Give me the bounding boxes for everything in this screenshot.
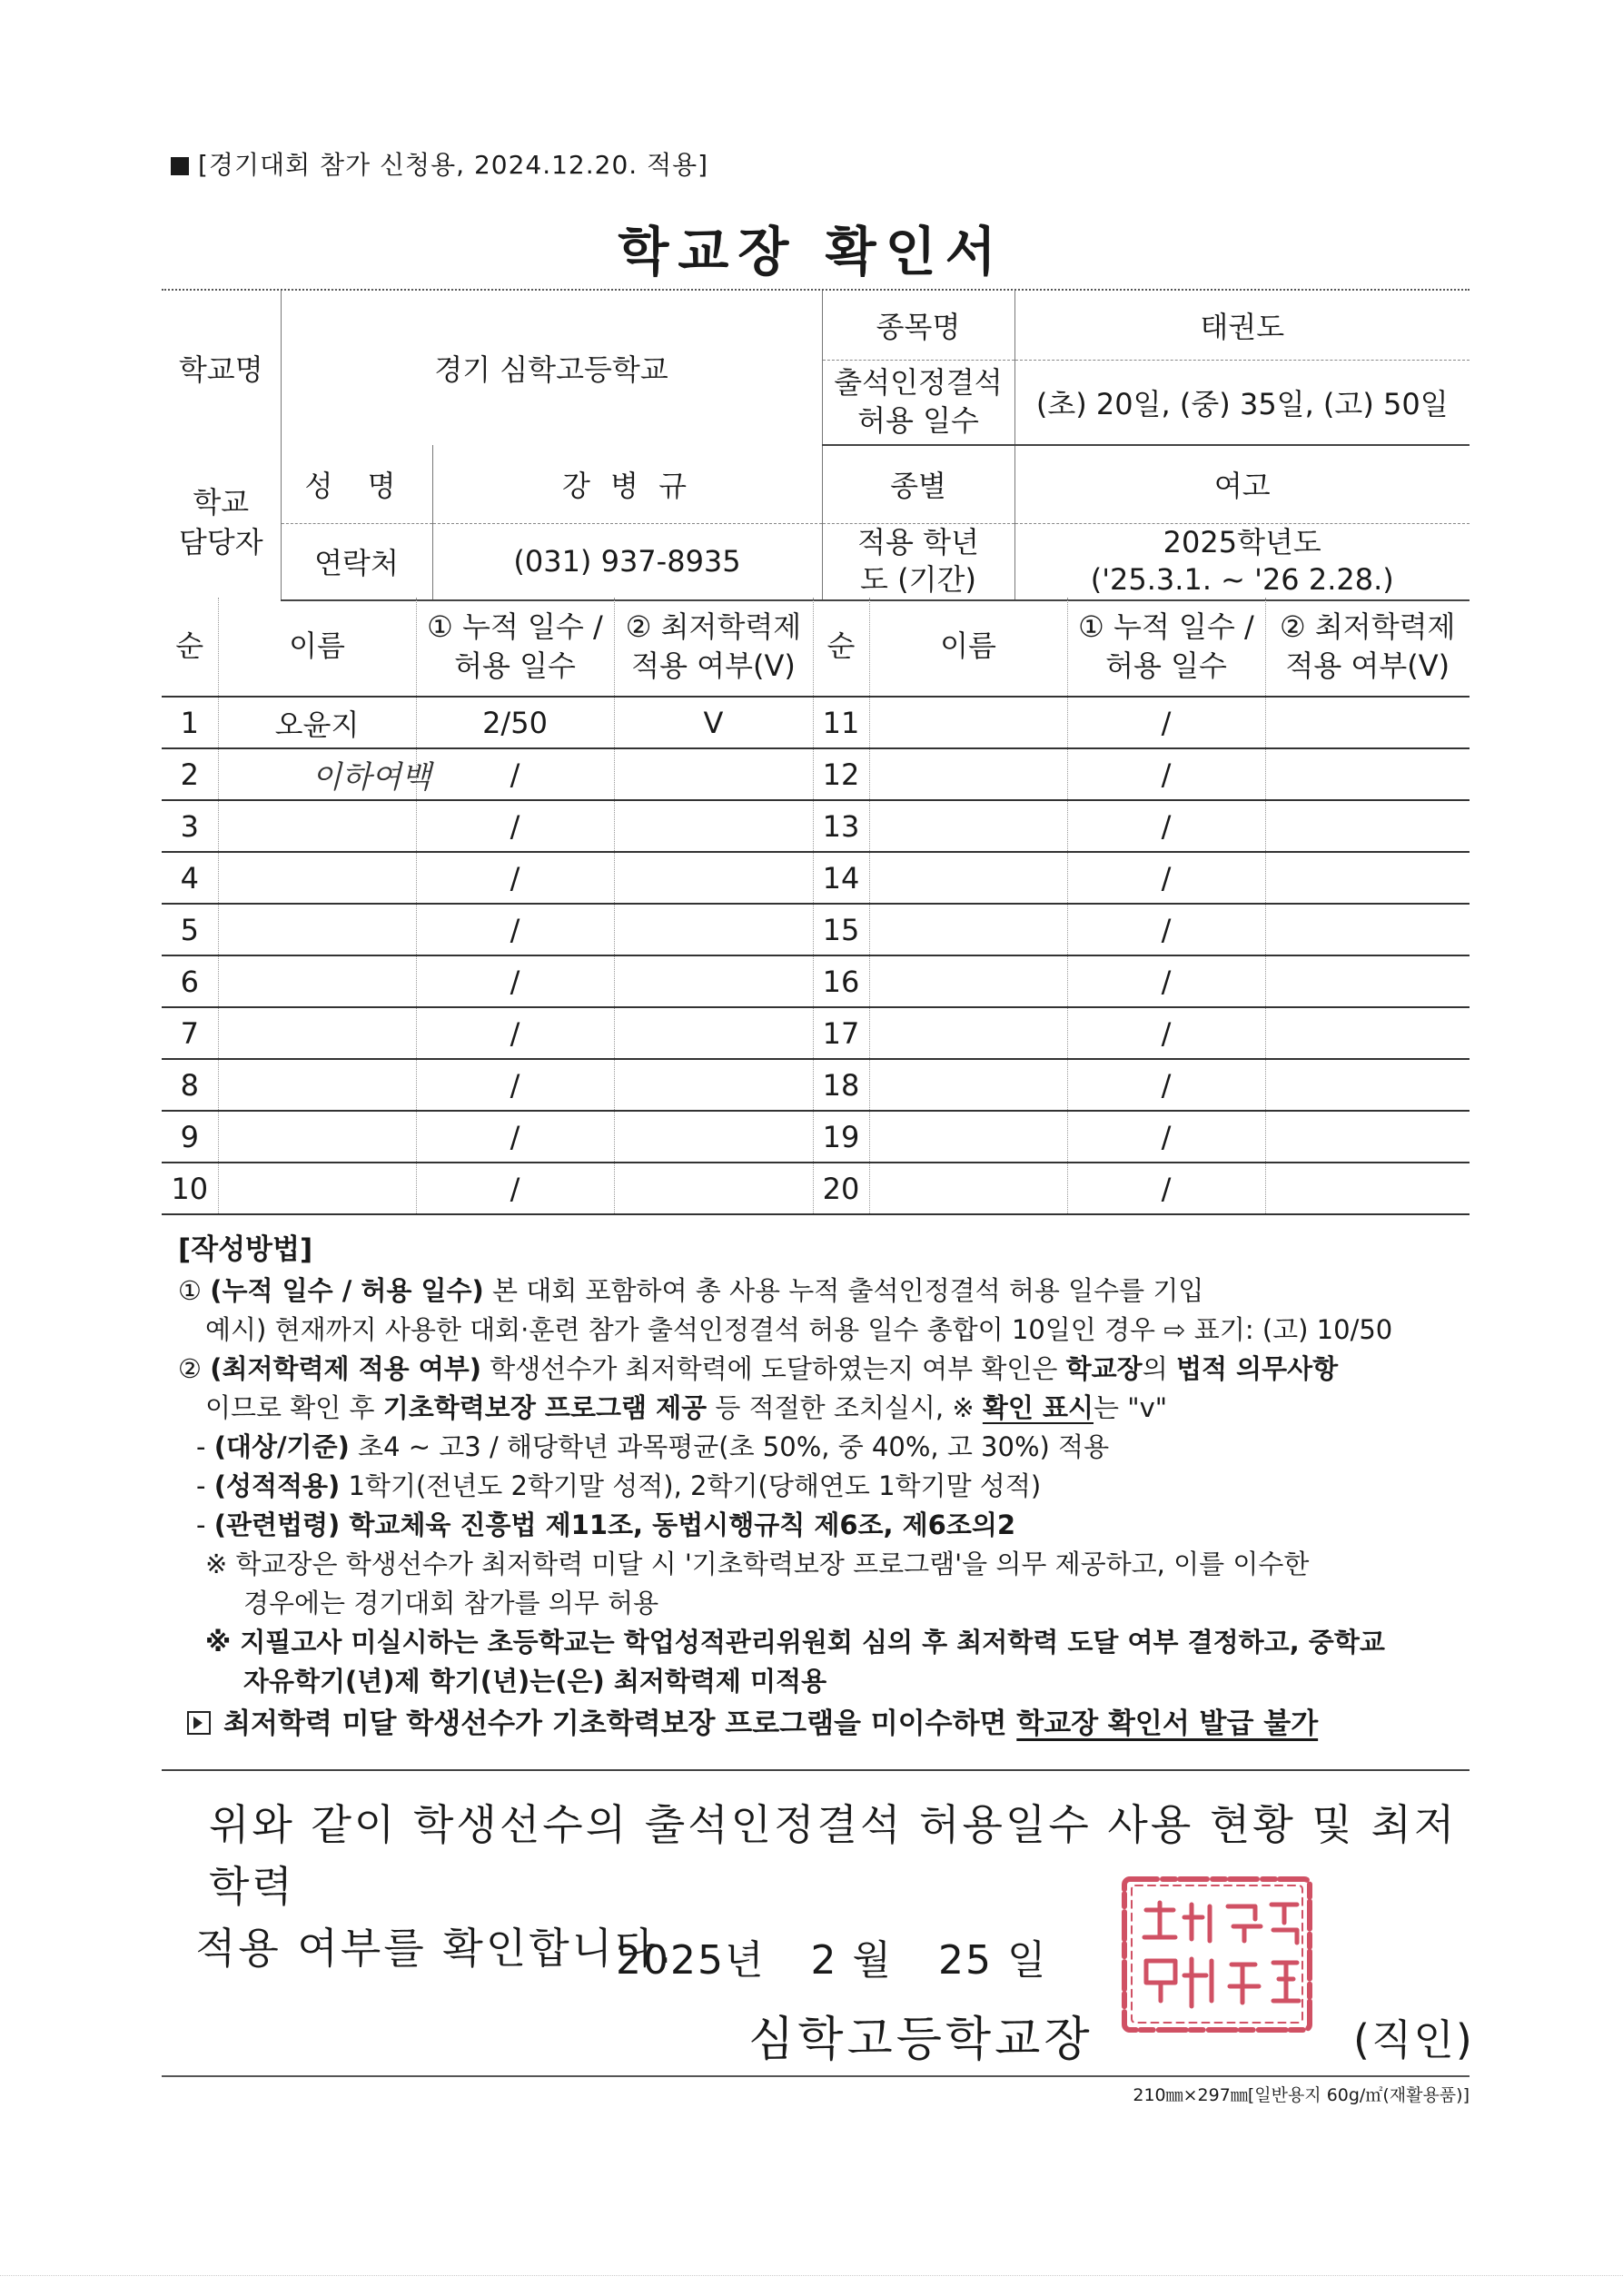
row-days-right: / — [1067, 1111, 1265, 1163]
row-days-left: / — [416, 1007, 614, 1059]
item2-line2-c: 는 "v" — [1094, 1392, 1168, 1423]
row-days-right: / — [1067, 748, 1265, 800]
row-name-right — [869, 904, 1067, 955]
col-days-right: ① 누적 일수 / 허용 일수 — [1067, 598, 1265, 697]
col-min-left: ② 최저학력제 적용 여부(V) — [614, 598, 813, 697]
col-no-left: 순 — [162, 598, 218, 697]
row-days-left: / — [416, 904, 614, 955]
type-label: 종별 — [822, 445, 1014, 523]
row-name-right — [869, 1059, 1067, 1111]
row-name-left: 오윤지 — [218, 697, 416, 748]
row-min-left — [614, 800, 813, 852]
row-no-left: 3 — [162, 800, 218, 852]
table-header — [162, 598, 1470, 697]
sub2-bold: (성적적용) — [213, 1470, 341, 1501]
table-row — [162, 748, 1470, 800]
middle-divider — [162, 1769, 1470, 1771]
row-min-right — [1265, 1163, 1470, 1214]
confirm-line-1: 위와 같이 학생선수의 출석인정결석 허용일수 사용 현황 및 최저학력 — [209, 1800, 1458, 1911]
row-name-right — [869, 800, 1067, 852]
row-no-right: 14 — [813, 852, 869, 904]
instruction-2-line2 — [178, 1389, 1477, 1428]
item2-line2-a: 이므로 확인 후 — [205, 1392, 383, 1423]
student-table — [162, 598, 1470, 1215]
row-name-right — [869, 852, 1067, 904]
event-value: 태권도 — [1014, 291, 1470, 360]
conclusion-text: 최저학력 미달 학생선수가 기초학력보장 프로그램을 미이수하면 — [223, 1707, 1017, 1740]
row-name-right — [869, 1163, 1067, 1214]
col-days-left: ① 누적 일수 / 허용 일수 — [416, 598, 614, 697]
row-no-right: 19 — [813, 1111, 869, 1163]
square-bullet-icon — [171, 157, 189, 175]
header-note — [171, 145, 708, 182]
confirm-line-2: 적용 여부를 확인합니다. — [195, 1924, 675, 1973]
row-name-left — [218, 1163, 416, 1214]
row-min-right — [1265, 955, 1470, 1007]
row-min-left — [614, 1111, 813, 1163]
row-min-left — [614, 1007, 813, 1059]
date-day: 25 일 — [937, 1937, 1048, 1984]
row-days-right: / — [1067, 904, 1265, 955]
row-days-right: / — [1067, 1059, 1265, 1111]
sub3-text: 학교체육 진흥법 제11조, 동법시행규칙 제6조, 제6조의2 — [340, 1509, 1016, 1540]
date-month: 2 월 — [810, 1937, 893, 1984]
row-name-left — [218, 1007, 416, 1059]
year-value: 2025학년도 — [1163, 524, 1321, 559]
row-min-left — [614, 1059, 813, 1111]
row-days-left: 2/50 — [416, 697, 614, 748]
col-name-right: 이름 — [869, 598, 1067, 697]
bottom-divider — [162, 2075, 1470, 2077]
row-min-right — [1265, 697, 1470, 748]
row-name-left — [218, 748, 431, 800]
scan-edge — [0, 2275, 1623, 2276]
contact-label: 연락처 — [281, 523, 432, 600]
row-no-left: 10 — [162, 1163, 218, 1214]
row-min-left — [614, 748, 813, 800]
absence-value: (초) 20일, (중) 35일, (고) 50일 — [1014, 360, 1470, 445]
row-no-left: 1 — [162, 697, 218, 748]
item2-text-a: 학생선수가 최저학력에 도달하였는지 여부 확인은 — [481, 1353, 1066, 1384]
sub-law: - (관련법령) 학교체육 진흥법 제11조, 동법시행규칙 제6조, 제6조의2 — [196, 1509, 1016, 1540]
row-min-right — [1265, 904, 1470, 955]
row-no-right: 11 — [813, 697, 869, 748]
page-title: 학교장 확인서 — [618, 221, 1005, 282]
date-year: 2025년 — [616, 1937, 766, 1984]
table-row — [162, 904, 1470, 955]
row-min-right — [1265, 1007, 1470, 1059]
item2-text-c: 의 — [1142, 1353, 1176, 1384]
row-no-right: 16 — [813, 955, 869, 1007]
row-min-right — [1265, 800, 1470, 852]
instruction-2 — [178, 1350, 1477, 1389]
item2-line2-underline: 확인 표시 — [982, 1392, 1094, 1423]
row-no-right: 20 — [813, 1163, 869, 1214]
note-1-line1: ※ 학교장은 학생선수가 최저학력 미달 시 '기초학력보장 프로그램'을 의무 제공하고, 이를 이수한 — [205, 1549, 1310, 1579]
sub3-bold: (관련법령) — [213, 1509, 341, 1540]
year-period: ('25.3.1. ~ '26 2.28.) — [1090, 562, 1394, 598]
name-value: 강 병 규 — [432, 445, 822, 523]
table-row — [162, 1007, 1470, 1059]
principal-name: 심학고등학교장 — [748, 2013, 1094, 2067]
table-row — [162, 697, 1470, 748]
note-1-line2: 경우에는 경기대회 참가를 의무 허용 — [243, 1588, 659, 1618]
row-min-left: V — [614, 697, 813, 748]
row-no-right: 17 — [813, 1007, 869, 1059]
row-days-left: / — [416, 1059, 614, 1111]
row-name-left — [218, 1059, 416, 1111]
row-no-left: 4 — [162, 852, 218, 904]
sub1-bold: (대상/기준) — [213, 1431, 350, 1462]
item1-bold: (누적 일수 / 허용 일수) — [210, 1275, 484, 1306]
col-name-left: 이름 — [218, 598, 416, 697]
row-name-right — [869, 1111, 1067, 1163]
contact-value: (031) 937-8935 — [432, 523, 822, 600]
item2-bold: (최저학력제 적용 여부) — [210, 1353, 482, 1384]
row-min-left — [614, 955, 813, 1007]
paper-spec: 210㎜×297㎜[일반용지 60g/㎡(재활용품)] — [1133, 2085, 1470, 2105]
item2-line2-bold: 기초학력보장 프로그램 제공 — [382, 1392, 708, 1423]
row-min-right — [1265, 748, 1470, 800]
row-days-left: / — [416, 852, 614, 904]
row-no-left: 2 — [162, 748, 218, 800]
official-seal-stamp — [1119, 1874, 1317, 2041]
row-days-right: / — [1067, 1007, 1265, 1059]
instructions-heading: [작성방법] — [178, 1233, 313, 1266]
row-name-right — [869, 955, 1067, 1007]
row-name-left — [218, 800, 416, 852]
row-no-left: 5 — [162, 904, 218, 955]
sub-grades: - (성적적용) 1학기(전년도 2학기말 성적), 2학기(당해연도 1학기말 성적) — [196, 1470, 1042, 1501]
col-min-right: ② 최저학력제 적용 여부(V) — [1265, 598, 1470, 697]
conclusion — [178, 1705, 1477, 1744]
year-cell — [1014, 523, 1470, 600]
item2-bold-b: 학교장 — [1065, 1353, 1143, 1384]
info-table — [162, 291, 1470, 601]
instruction-1 — [178, 1272, 1477, 1311]
row-days-right: / — [1067, 697, 1265, 748]
row-name-right — [869, 748, 1067, 800]
sub1-text: 초4 ~ 고3 / 해당학년 과목평균(초 50%, 중 40%, 고 30%) 적용 — [349, 1431, 1110, 1462]
row-days-left: / — [416, 748, 614, 800]
row-days-right: / — [1067, 800, 1265, 852]
row-days-right: / — [1067, 1163, 1265, 1214]
table-row — [162, 1111, 1470, 1163]
header-note-text: [경기대회 참가 신청용, 2024.12.20. 적용] — [198, 150, 709, 180]
name-label: 성 명 — [281, 445, 432, 523]
table-row — [162, 852, 1470, 904]
arrow-box-icon — [187, 1711, 211, 1735]
manager-label: 학교 담당자 — [178, 484, 263, 560]
row-min-left — [614, 852, 813, 904]
table-row — [162, 1163, 1470, 1214]
instructions — [178, 1231, 1477, 1744]
row-min-right — [1265, 1059, 1470, 1111]
issue-date — [616, 1927, 1078, 1985]
row-no-left: 8 — [162, 1059, 218, 1111]
event-label: 종목명 — [822, 291, 1014, 360]
school-label: 학교명 — [178, 352, 263, 387]
table-row — [162, 1059, 1470, 1111]
row-days-left: / — [416, 800, 614, 852]
row-name-right — [869, 697, 1067, 748]
instruction-1-example: 예시) 현재까지 사용한 대회·훈련 참가 출석인정결석 허용 일수 총합이 10일인 경우 ⇨ 표기: (고) 10/50 — [205, 1314, 1393, 1345]
item1-text: 본 대회 포함하여 총 사용 누적 출석인정결석 허용 일수를 기입 — [483, 1275, 1204, 1306]
row-days-left: / — [416, 1163, 614, 1214]
row-min-right — [1265, 852, 1470, 904]
row-min-left — [614, 1163, 813, 1214]
item2-bold-d: 법적 의무사항 — [1175, 1353, 1339, 1384]
handwritten-note: 이하여백 — [312, 759, 431, 796]
table-row — [162, 800, 1470, 852]
conclusion-underline: 학교장 확인서 발급 불가 — [1016, 1707, 1319, 1740]
row-no-left: 7 — [162, 1007, 218, 1059]
item2-line2-b: 등 적절한 조치실시, ※ — [707, 1392, 983, 1423]
table-row — [162, 955, 1470, 1007]
row-name-left — [218, 1111, 416, 1163]
row-no-right: 12 — [813, 748, 869, 800]
row-days-left: / — [416, 1111, 614, 1163]
note-2-line1: ※ 지필고사 미실시하는 초등학교는 학업성적관리위원회 심의 후 최저학력 도달 여부 결정하고, 중학교 — [205, 1627, 1385, 1658]
row-days-left: / — [416, 955, 614, 1007]
row-name-left — [218, 955, 416, 1007]
row-no-left: 6 — [162, 955, 218, 1007]
row-no-right: 15 — [813, 904, 869, 955]
row-no-left: 9 — [162, 1111, 218, 1163]
col-no-right: 순 — [813, 598, 869, 697]
item2-number: ② — [178, 1353, 202, 1384]
school-value: 경기 심학고등학교 — [281, 291, 822, 445]
item1-number: ① — [178, 1275, 202, 1306]
row-name-right — [869, 1007, 1067, 1059]
row-days-right: / — [1067, 852, 1265, 904]
row-no-right: 13 — [813, 800, 869, 852]
sub2-text: 1학기(전년도 2학기말 성적), 2학기(당해연도 1학기말 성적) — [340, 1470, 1042, 1501]
year-label: 적용 학년도 (기간) — [822, 523, 1014, 600]
sub-criteria: - (대상/기준) 초4 ~ 고3 / 해당학년 과목평균(초 50%, 중 40%, 고 30%) 적용 — [196, 1431, 1110, 1462]
seal-label: (직인) — [1353, 2015, 1474, 2064]
row-days-right: / — [1067, 955, 1265, 1007]
row-min-left — [614, 904, 813, 955]
row-name-left — [218, 904, 416, 955]
note-2-line2: 자유학기(년)제 학기(년)는(은) 최저학력제 미적용 — [243, 1666, 827, 1697]
row-no-right: 18 — [813, 1059, 869, 1111]
row-name-left — [218, 852, 416, 904]
type-value: 여고 — [1014, 445, 1470, 523]
row-min-right — [1265, 1111, 1470, 1163]
absence-label: 출석인정결석 허용 일수 — [822, 360, 1014, 445]
